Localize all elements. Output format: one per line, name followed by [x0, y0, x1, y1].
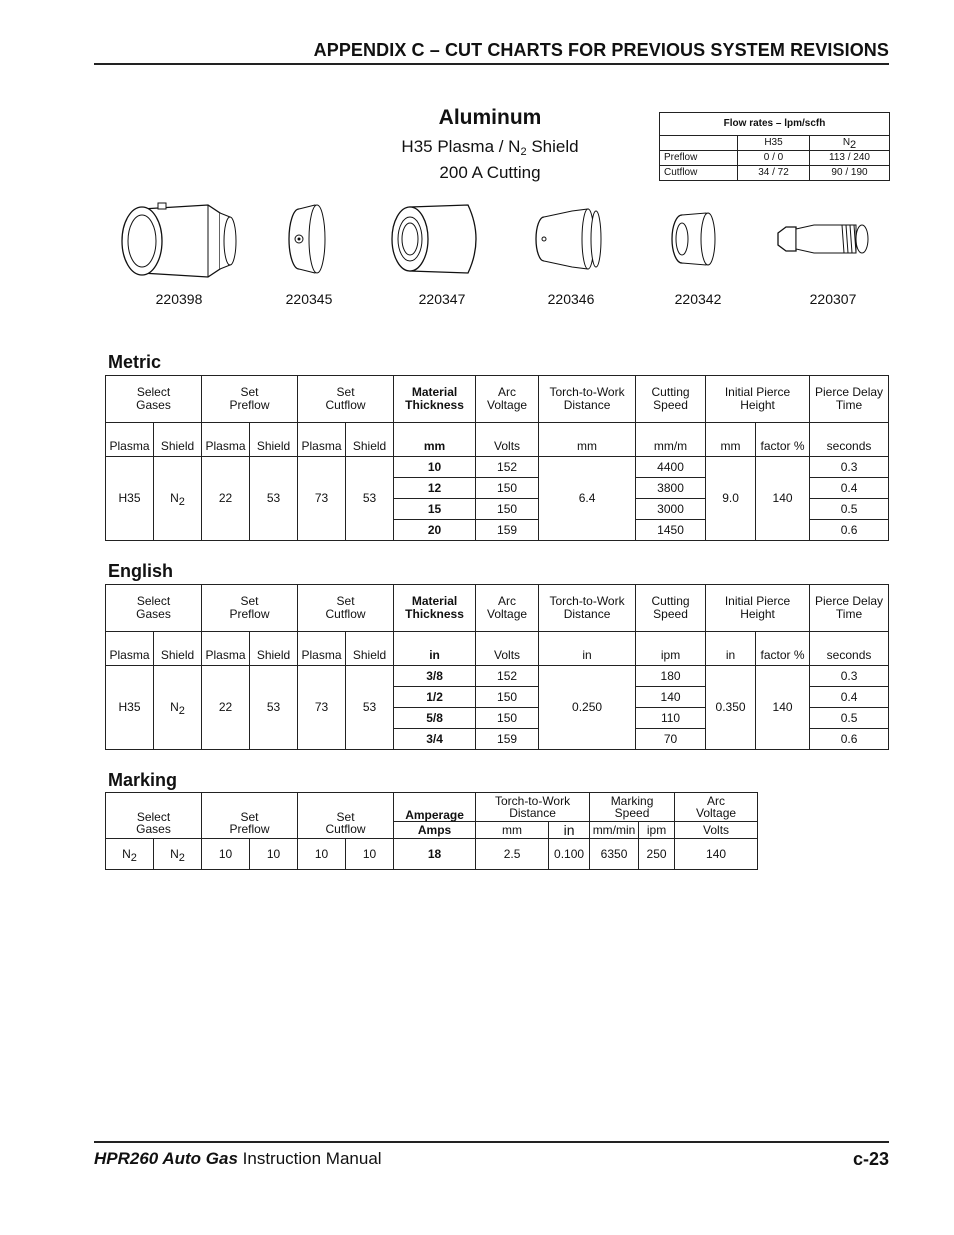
appendix-header: APPENDIX C – CUT CHARTS FOR PREVIOUS SYSTEM REVISIONS: [313, 40, 889, 60]
footer-manual-title: HPR260 Auto Gas Instruction Manual: [94, 1149, 382, 1168]
footer-rule: [94, 1141, 889, 1143]
part-number: 220346: [547, 291, 595, 307]
part-number: 220347: [418, 291, 466, 307]
header-rule: [94, 63, 889, 65]
part-number: 220307: [809, 291, 857, 307]
current-subtitle: 200 A Cutting: [439, 163, 541, 182]
marking-section-title: Marking: [108, 770, 178, 790]
electrode-drawing: [774, 195, 874, 281]
shield-drawing: [285, 195, 331, 281]
retaining-cap-drawing: [112, 195, 240, 285]
english-section-title: English: [108, 561, 174, 581]
metric-cut-table: Select Gases Set Preflow Set Cutflow Material Thickness Arc Voltage Torch-to-Work Distance Cutting Speed Initial Pierce Height Pierce Delay Time Plasma Shield Plasma Shield Plasma Shield mm Volts mm mm/m mm factor % seconds H35 $N_2$ 22 53 73 53 10 152 6.4 4400 9.0 140 0.3 12 150 3800 0.4 15 150 3000 0.5 20 159 1450 0.6: [105, 375, 889, 541]
metric-section-title: Metric: [108, 352, 162, 372]
nozzle-drawing: [532, 195, 604, 281]
material-title: Aluminum: [438, 106, 542, 129]
process-subtitle: H35 Plasma / $N_2$ Shield: [401, 137, 579, 158]
page-number: c-23: [852, 1149, 889, 1169]
part-number: 220345: [285, 291, 333, 307]
marking-table: Select Gases Set Preflow Set Cutflow Amperage Torch-to-Work Distance Marking Speed Arc Voltage Amps mm in mm/min ipm Volts $N_2$ $N_2$ 10 10 10 10 18 2.5 0.100 6350 250 140: [105, 792, 758, 870]
flow-rates-table: Flow rates – lpm/scfh H35 $N_2$ Preflow 0 / 0 113 / 240 Cutflow 34 / 72 90 / 190: [659, 112, 890, 181]
part-number: 220342: [674, 291, 722, 307]
swirl-ring-drawing: [668, 195, 722, 281]
nozzle-retaining-cap-drawing: [388, 195, 488, 281]
english-cut-table: Select Gases Set Preflow Set Cutflow Material Thickness Arc Voltage Torch-to-Work Distance Cutting Speed Initial Pierce Height Pierce Delay Time Plasma Shield Plasma Shield Plasma Shield in Volts in ipm in factor % seconds H35 $N_2$ 22 53 73 53 3/8 152 0.250 180 0.350 140 0.3 1/2 150 140 0.4 5/8 150 110 0.5 3/4 159 70 0.6: [105, 584, 889, 750]
part-number: 220398: [155, 291, 203, 307]
